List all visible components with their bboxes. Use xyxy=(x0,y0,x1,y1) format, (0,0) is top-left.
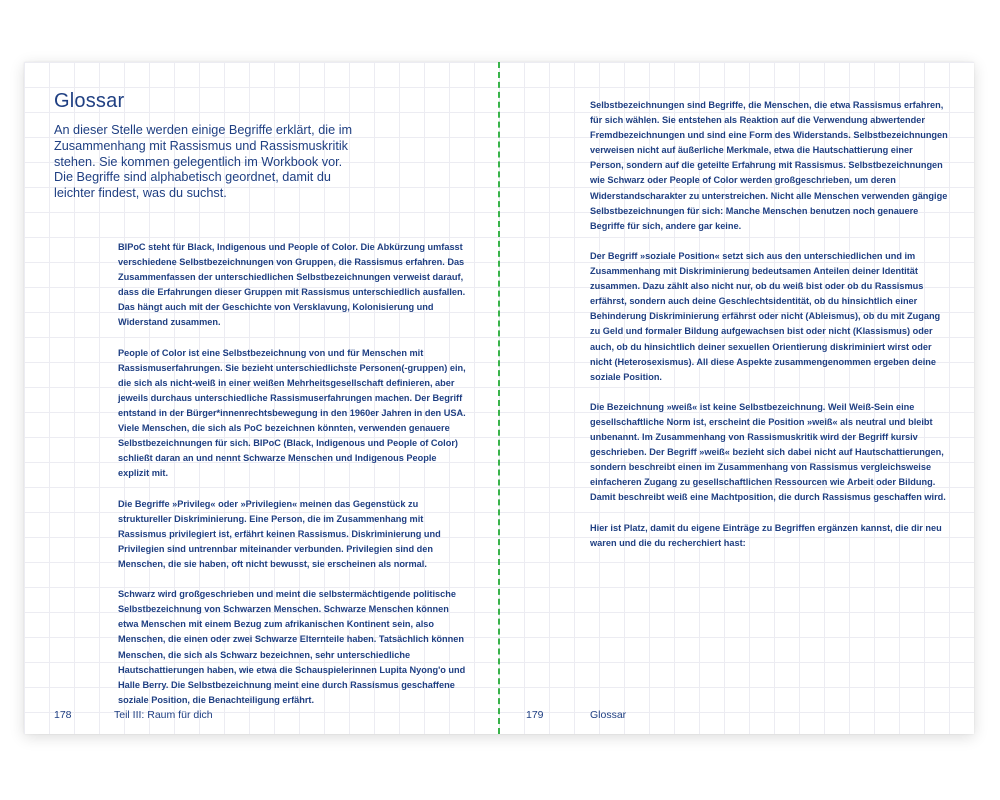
book-spread xyxy=(24,62,974,734)
glossary-entry-schwarz: Schwarz wird großgeschrieben und meint die selbstermächtigende politische Selbstbezeichnung von Schwarzen Menschen. Schwarze Menschen können etwa Menschen mit einem Bezug zum afrikanischen Kontinent sein, also Menschen, die einen oder zwei Schwarze Elternteile haben. Tatsächlich können Menschen, die sich als Schwarz bezeichnen, sehr unterschiedliche Hautschattierungen haben, wie etwa die Schauspielerinnen Lupita Nyong'o und Halle Berry. Die Selbstbezeichnung meint eine durch Rassismus geschaffene soziale Position, die Benachteiligung erfährt. xyxy=(118,589,466,705)
right-text-column xyxy=(590,98,948,566)
intro-text: An dieser Stelle werden einige Begriffe erklärt, die im Zusammenhang mit Rassismus und Rassismuskritik stehen. Sie kommen gelegentlich im Workbook vor. Die Begriffe sind alphabetisch geordnet, damit du leichter findest, was du suchst. xyxy=(54,123,353,201)
page-title: Glossar xyxy=(54,90,125,112)
notes-prompt: Hier ist Platz, damit du eigene Einträge zu Begriffen ergänzen kannst, die dir neu waren und die du recherchiert hast: xyxy=(590,522,942,548)
glossary-entry-selbstbezeichnungen: Selbstbezeichnungen sind Begriffe, die Menschen, die etwa Rassismus erfahren, für sich wählen. Sie entstehen als Reaktion auf die Verwendung abwertender Fremdbezeichnungen und sind eine Form des Widerstands. Selbstbezeichnungen verweisen nicht auf äußerliche Merkmale, etwa die Hautschattierung einer Person, sondern auf die geteilte Erfahrung mit Rassismus. Selbstbezeichnungen wie Schwarz oder People of Color werden großgeschrieben, um deren Widerstandscharakter zu unterstreichen. Nicht alle Menschen verwenden gängige Selbstbezeichnungen für sich: Manche Menschen benutzen noch genauere Begriffe für sich, andere gar keine. xyxy=(590,100,948,231)
page-number: 179 xyxy=(526,709,544,721)
glossary-entry-people-of-color: People of Color ist eine Selbstbezeichnung von und für Menschen mit Rassismuserfahrungen. Sie bezieht unterschiedlichste Personen(-gruppen) ein, die sich als nicht-weiß in einer weißen Mehrheitsgesellschaft definieren, aber jeweils durchaus unterschiedliche Rassismuserfahrungen machen. Der Begriff entstand in der Bürger*innenrechtsbewegung in den 1960er Jahren in den USA. Viele Menschen, die sich als PoC bezeichnen könnten, verwenden genauere Selbstbezeichnungen für sich. BIPoC (Black, Indigenous und People of Color) schließt daran an und nennt Schwarze Menschen und Indigenous People explizit mit. xyxy=(118,347,466,479)
page-number: 178 xyxy=(54,709,72,721)
glossary-entry-bipoc: BIPoC steht für Black, Indigenous und People of Color. Die Abkürzung umfasst verschiedene Selbstbezeichnungen von Gruppen, die Rassismus erfahren. Das Zusammenfassen der unterschiedlichen Selbstbezeichnungen verweist darauf, dass die Erfahrungen dieser Gruppen mit Rassismus unterschiedlich ausfallen. Das hängt auch mit der Geschichte von Versklavung, Kolonisierung und Widerstand zusammen. xyxy=(118,242,466,328)
left-text-column xyxy=(118,240,470,723)
page-fold-divider xyxy=(498,62,500,734)
running-title: Glossar xyxy=(590,709,627,721)
glossary-entry-soziale-position: Der Begriff »soziale Position« setzt sich aus den unterschiedlichen und im Zusammenhang mit Diskriminierung bedeutsamen Anteilen deiner Identität zusammen. Dazu zählt also nicht nur, ob du weiß bist oder ob du Rassismus erfährst, sondern auch deine Geschlechtsidentität, ob du hinsichtlich einer Behinderung Diskriminierung erfährst oder nicht (Ableismus), ob du mit Zugang zu Geld und formaler Bildung aufgewachsen bist oder nicht (Klassismus) oder auch, ob du hinsichtlich deiner sexuellen Orientierung diskriminiert wirst oder nicht (Heterosexismus). All diese Aspekte zusammengenommen ergeben deine soziale Position. xyxy=(590,250,941,382)
glossary-entry-weiss: Die Bezeichnung »weiß« ist keine Selbstbezeichnung. Weil Weiß-Sein eine gesellschaftliche Norm ist, erscheint die Position »weiß« als neutral und bleibt unbenannt. Im Zusammenhang von Rassismuskritik wird der Begriff kursiv geschrieben. Der Begriff »weiß« bezieht sich dabei nicht auf Hautschattierungen, sondern beschreibt einen im Zusammenhang von Rassismus vergleichsweise einfacheren Zugang zu gesellschaftlichen Ressourcen wie Arbeit oder Bildung. Damit beschreibt weiß eine Machtposition, die durch Rassismus geschaffen wird. xyxy=(590,401,946,503)
running-title: Teil III: Raum für dich xyxy=(114,709,213,721)
glossary-entry-privileg: Die Begriffe »Privileg« oder »Privilegien« meinen das Gegenstück zu struktureller Diskriminierung. Eine Person, die im Zusammenhang mit Rassismus privilegiert ist, erfährt keinen Rassismus. Diskriminierung und Privilegien sind untrennbar miteinander verbunden. Privilegien sind den Menschen, die sie haben, oft nicht bewusst, sie erscheinen als normal. xyxy=(118,498,441,569)
